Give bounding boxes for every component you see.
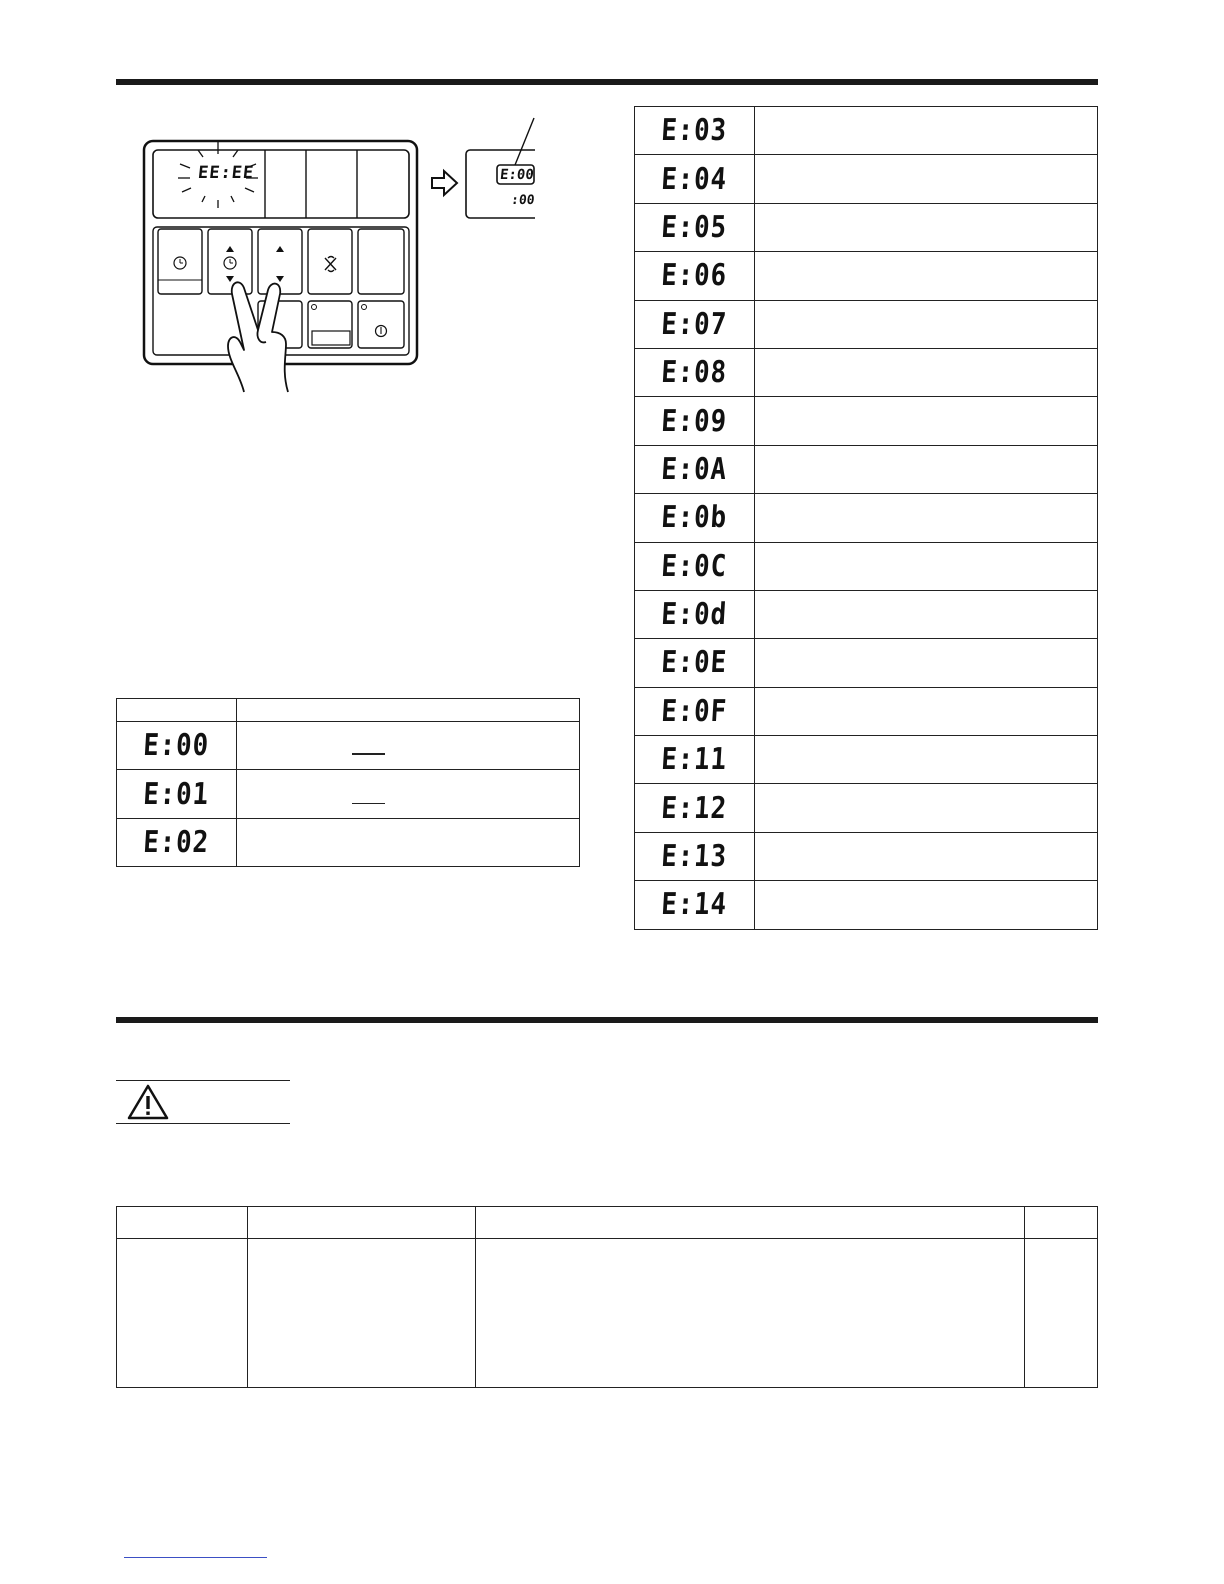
table-row xyxy=(635,252,1098,300)
error-code: E:14 xyxy=(660,887,729,923)
table-row xyxy=(117,722,580,770)
description-cell xyxy=(755,494,1098,542)
description-cell xyxy=(755,107,1098,155)
code-cell xyxy=(635,203,755,251)
code-cell xyxy=(635,252,755,300)
code-cell xyxy=(635,107,755,155)
display-result-code: E:00 xyxy=(499,167,535,183)
description-cell xyxy=(755,784,1098,832)
error-code-table-right xyxy=(634,106,1098,930)
table-cell xyxy=(476,1239,1025,1388)
table-row xyxy=(635,590,1098,638)
code-cell xyxy=(635,639,755,687)
error-code: E:12 xyxy=(660,790,729,826)
description-cell xyxy=(755,736,1098,784)
remote-control-illustration xyxy=(140,110,550,400)
table-row xyxy=(635,300,1098,348)
table-row xyxy=(635,881,1098,929)
footer-link-underline[interactable] xyxy=(124,1557,267,1558)
code-cell xyxy=(635,590,755,638)
description-cell xyxy=(755,348,1098,396)
error-code: E:07 xyxy=(660,306,729,342)
description-cell xyxy=(755,397,1098,445)
table-row xyxy=(117,819,580,867)
table-row xyxy=(635,639,1098,687)
code-cell xyxy=(635,832,755,880)
error-code: E:0b xyxy=(660,500,729,536)
error-code: E:00 xyxy=(142,728,211,763)
code-cell xyxy=(635,348,755,396)
display-result-minutes: :00 xyxy=(510,193,536,208)
table-header-cell xyxy=(117,1207,248,1239)
code-cell xyxy=(635,445,755,493)
table-row xyxy=(635,107,1098,155)
code-cell xyxy=(635,784,755,832)
table-header-cell xyxy=(248,1207,476,1239)
error-code: E:09 xyxy=(660,403,729,439)
code-cell xyxy=(635,881,755,929)
error-code: E:04 xyxy=(660,161,729,197)
description-cell xyxy=(237,819,580,867)
description-cell xyxy=(755,203,1098,251)
table-header-row xyxy=(117,1207,1098,1239)
table-row xyxy=(635,203,1098,251)
table-header-cell xyxy=(1025,1207,1098,1239)
description-cell xyxy=(755,639,1098,687)
table-row xyxy=(635,155,1098,203)
table-header-cell xyxy=(476,1207,1025,1239)
table-header-row xyxy=(117,699,580,722)
error-code: E:13 xyxy=(660,839,729,875)
code-cell xyxy=(635,155,755,203)
table-row xyxy=(117,770,580,819)
description-cell xyxy=(755,687,1098,735)
table-row xyxy=(635,784,1098,832)
code-cell xyxy=(117,770,237,819)
error-code: E:0d xyxy=(660,597,729,633)
error-code: E:0E xyxy=(660,645,729,681)
table-cell xyxy=(1025,1239,1098,1388)
description-cell xyxy=(755,590,1098,638)
error-code: E:05 xyxy=(660,209,729,245)
error-code: E:0C xyxy=(660,548,729,584)
description-cell xyxy=(755,881,1098,929)
code-cell xyxy=(635,736,755,784)
lower-section-rule xyxy=(116,1017,1098,1023)
error-code-table-left xyxy=(116,698,580,867)
description-cell xyxy=(755,300,1098,348)
error-code: E:01 xyxy=(142,776,211,812)
table-cell xyxy=(248,1239,476,1388)
table-row xyxy=(635,348,1098,396)
table-row xyxy=(635,736,1098,784)
code-cell xyxy=(635,687,755,735)
description-underline xyxy=(352,753,385,755)
description-cell xyxy=(755,445,1098,493)
code-cell xyxy=(635,494,755,542)
top-section-rule xyxy=(116,79,1098,85)
table-row xyxy=(117,1239,1098,1388)
table-row xyxy=(635,687,1098,735)
table-header-cell xyxy=(117,699,237,722)
table-row xyxy=(635,397,1098,445)
description-cell xyxy=(237,770,580,819)
table-row xyxy=(635,445,1098,493)
error-code: E:08 xyxy=(660,355,729,391)
description-underline xyxy=(352,803,385,804)
description-cell xyxy=(755,155,1098,203)
error-code: E:02 xyxy=(142,825,211,860)
caution-label xyxy=(116,1080,290,1124)
table-row xyxy=(635,494,1098,542)
error-code: E:0F xyxy=(660,693,729,729)
table-cell xyxy=(117,1239,248,1388)
error-code: E:11 xyxy=(660,742,729,778)
troubleshooting-table xyxy=(116,1206,1098,1388)
right-arrow-icon xyxy=(432,171,457,195)
error-code: E:0A xyxy=(660,451,729,487)
description-cell xyxy=(755,832,1098,880)
code-cell xyxy=(117,819,237,867)
description-cell xyxy=(237,722,580,770)
error-code: E:06 xyxy=(660,258,729,294)
code-cell xyxy=(635,397,755,445)
error-code: E:03 xyxy=(660,113,729,149)
code-cell xyxy=(635,542,755,590)
code-cell xyxy=(117,722,237,770)
warning-triangle-icon xyxy=(126,1083,170,1121)
table-header-cell xyxy=(237,699,580,722)
description-cell xyxy=(755,542,1098,590)
description-cell xyxy=(755,252,1098,300)
display-flash-readout: EE:EE xyxy=(196,163,256,183)
table-row xyxy=(635,542,1098,590)
table-row xyxy=(635,832,1098,880)
code-cell xyxy=(635,300,755,348)
